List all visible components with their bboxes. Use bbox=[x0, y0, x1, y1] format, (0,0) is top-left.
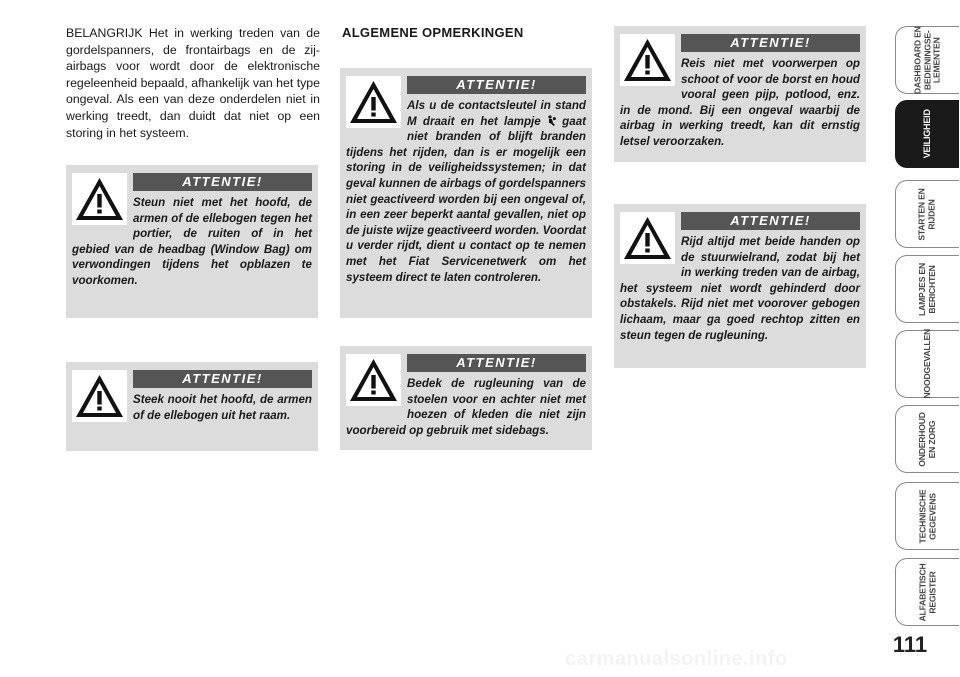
warning-triangle-icon bbox=[346, 76, 401, 128]
tab-veiligheid[interactable] bbox=[895, 100, 959, 168]
tab-label: TECHNISCHE GEGEVENS bbox=[917, 489, 937, 543]
tab-label: ONDERHOUD EN ZORG bbox=[916, 411, 937, 467]
tab-noodgevallen[interactable] bbox=[895, 330, 959, 398]
warning-text: Reis niet met voorwerpen op schoot of voor de borst en houd vooral geen pijp, potlood, enz. in de mond. Bij een ongeval waarbij de airbag in werking treedt, kan dit ernstig letsel veroorzaken. bbox=[620, 57, 860, 148]
warning-box-backrest bbox=[340, 346, 592, 450]
section-heading: ALGEMENE OPMERKINGEN bbox=[342, 25, 524, 40]
tab-onderhoud[interactable] bbox=[895, 405, 959, 473]
warning-triangle-icon bbox=[620, 212, 675, 264]
tab-register[interactable] bbox=[895, 558, 959, 626]
warning-box-contact bbox=[340, 68, 592, 318]
warning-text-part: gaat niet branden of blijft branden tijdens het rijden, dan is er mogelijk een storing in de veiligheidssystemen; in dat geval kunnen de airbags of gordelspanners niet geactiveerd worden bij een ongeval of, in een zeer beperkt aantal gevallen, niet op de juiste wijze geactiveerd worden. Voordat u verder rijdt, dient u contact op te nemen met het Fiat Servicenetwerk om het systeem direct te laten controleren. bbox=[346, 114, 587, 284]
tab-lampjes[interactable] bbox=[895, 255, 959, 323]
warning-title: ATTENTIE! bbox=[133, 173, 312, 191]
warning-triangle-icon bbox=[72, 173, 127, 225]
tab-label: VEILIGHEID bbox=[921, 109, 932, 159]
chapter-tabs bbox=[893, 26, 960, 626]
warning-box-window bbox=[66, 362, 318, 451]
warning-box-head bbox=[66, 165, 318, 318]
tab-dashboard[interactable] bbox=[895, 26, 959, 94]
warning-text: Steun niet met het hoofd, de armen of de ellebogen tegen het portier, de ruiten of in het gebied van de headbag (Window Bag) om verwondingen tijdens het opblazen te voorkomen. bbox=[72, 196, 312, 287]
warning-title: ATTENTIE! bbox=[407, 76, 586, 94]
tab-label: DASHBOARD EN BEDIENINGSE- LEMENTEN bbox=[912, 26, 942, 94]
warning-title: ATTENTIE! bbox=[681, 34, 860, 52]
warning-title: ATTENTIE! bbox=[133, 370, 312, 388]
warning-text-part: Als u de contactsleutel in stand M draait en het lampje bbox=[407, 99, 586, 128]
tab-label: STARTEN EN RIJDEN bbox=[917, 187, 937, 241]
warning-triangle-icon bbox=[620, 34, 675, 86]
warning-text: Steek nooit het hoofd, de armen of de ellebogen uit het raam. bbox=[133, 393, 312, 422]
tab-technische[interactable] bbox=[895, 482, 959, 550]
warning-box-pipe bbox=[614, 26, 866, 162]
tab-label: NOODGEVALLEN bbox=[921, 329, 932, 399]
warning-title: ATTENTIE! bbox=[407, 354, 586, 372]
warning-triangle-icon bbox=[72, 370, 127, 422]
tab-label: LAMPJES EN BERICHTEN bbox=[916, 262, 937, 316]
warning-text: Bedek de rugleuning van de stoelen voor en achter niet met hoezen of kleden die niet zijn voorbereid op gebruik met sidebags. bbox=[346, 377, 586, 437]
warning-triangle-icon bbox=[346, 354, 401, 406]
tab-label: ALFABETISCH REGISTER bbox=[917, 563, 937, 621]
watermark: carmanualsonline.info bbox=[565, 648, 788, 670]
warning-title: ATTENTIE! bbox=[681, 212, 860, 230]
tab-starten[interactable] bbox=[895, 180, 959, 248]
intro-paragraph: BELANGRIJK Het in werking treden van de gordelspanners, de frontairbags en de zij-airbags voor wordt door de elektronische regeleenheid bepaald, afhankelijk van het type ongeval. Als een van deze onderdelen niet in werking treedt, dan duidt dat niet op een storing in het systeem. bbox=[66, 26, 320, 140]
page-number: 111 bbox=[892, 632, 928, 657]
warning-text: Rijd altijd met beide handen op de stuurwielrand, zodat bij het in werking treden van de airbag, het systeem niet wordt gehinderd door obstakels. Rijd niet met voorover gebogen lichaam, maar ga goed rechtop zitten en steun tegen de rugleuning. bbox=[620, 235, 860, 342]
airbag-warning-lamp-icon bbox=[547, 115, 556, 126]
warning-box-wheel bbox=[614, 204, 866, 368]
